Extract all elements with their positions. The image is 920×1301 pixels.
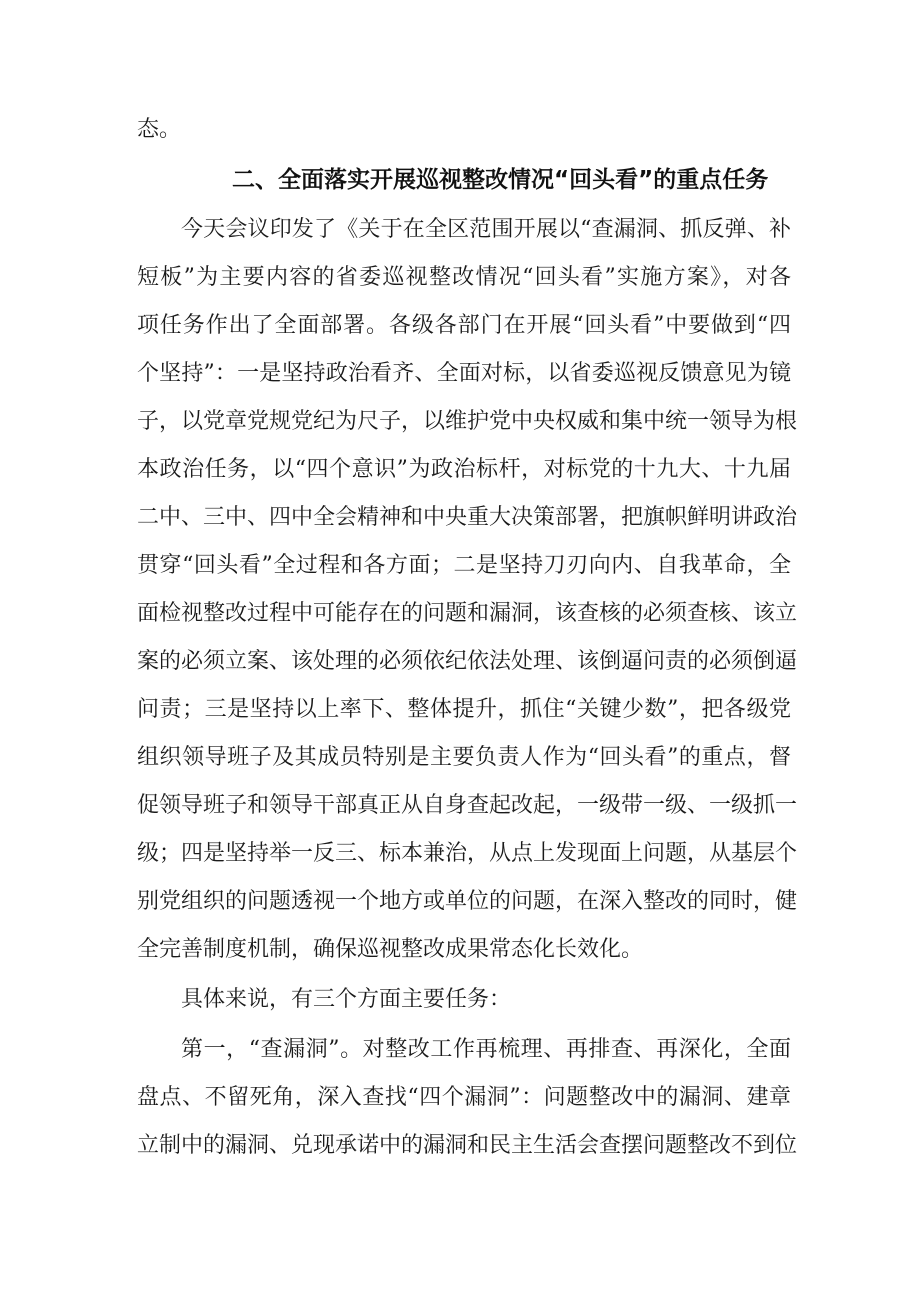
paragraph-line: 个坚持”：一是坚持政治看齐、全面对标，以省委巡视反馈意见为镜 bbox=[137, 361, 791, 386]
paragraph-line: 短板”为主要内容的省委巡视整改情况“回头看”实施方案》，对各 bbox=[137, 265, 791, 290]
paragraph-line: 本政治任务，以“四个意识”为政治标杆，对标党的十九大、十九届 bbox=[137, 457, 791, 482]
section-heading: 二、全面落实开展巡视整改情况“回头看”的重点任务 bbox=[232, 167, 769, 193]
paragraph-line: 案的必须立案、该处理的必须依纪依法处理、该倒逼问责的必须倒逼 bbox=[137, 649, 798, 674]
paragraph-line: 二中、三中、四中全会精神和中央重大决策部署，把旗帜鲜明讲政治 bbox=[137, 505, 798, 530]
paragraph-line: 别党组织的问题透视一个地方或单位的问题，在深入整改的同时，健 bbox=[137, 889, 798, 914]
paragraph-line: 子，以党章党规党纪为尺子，以维护党中央权威和集中统一领导为根 bbox=[137, 409, 798, 434]
paragraph-line: 组织领导班子及其成员特别是主要负责人作为“回头看”的重点，督 bbox=[137, 745, 791, 770]
paragraph-line: 第一，“查漏洞”。对整改工作再梳理、再排查、再深化，全面 bbox=[181, 1037, 791, 1062]
paragraph-line: 贯穿“回头看”全过程和各方面；二是坚持刀刃向内、自我革命，全 bbox=[137, 553, 791, 578]
paragraph-line: 面检视整改过程中可能存在的问题和漏洞，该查核的必须查核、该立 bbox=[137, 601, 798, 626]
paragraph-line: 今天会议印发了《关于在全区范围开展以“查漏洞、抓反弹、补 bbox=[181, 217, 791, 242]
paragraph-line: 盘点、不留死角，深入查找“四个漏洞”：问题整改中的漏洞、建章 bbox=[137, 1085, 791, 1110]
paragraph-line: 立制中的漏洞、兑现承诺中的漏洞和民主生活会查摆问题整改不到位 bbox=[137, 1133, 798, 1158]
continuation-text: 态。 bbox=[137, 117, 182, 142]
paragraph-tasks-intro: 具体来说，有三个方面主要任务： bbox=[181, 987, 512, 1012]
paragraph-line: 全完善制度机制，确保巡视整改成果常态化长效化。 bbox=[137, 937, 644, 962]
paragraph-line: 项任务作出了全面部署。各级各部门在开展“回头看”中要做到“四 bbox=[137, 313, 791, 338]
paragraph-line: 促领导班子和领导干部真正从自身查起改起，一级带一级、一级抓一 bbox=[137, 793, 798, 818]
paragraph-line: 级；四是坚持举一反三、标本兼治，从点上发现面上问题，从基层个 bbox=[137, 841, 798, 866]
paragraph-line: 问责；三是坚持以上率下、整体提升，抓住“关键少数”，把各级党 bbox=[137, 697, 791, 722]
